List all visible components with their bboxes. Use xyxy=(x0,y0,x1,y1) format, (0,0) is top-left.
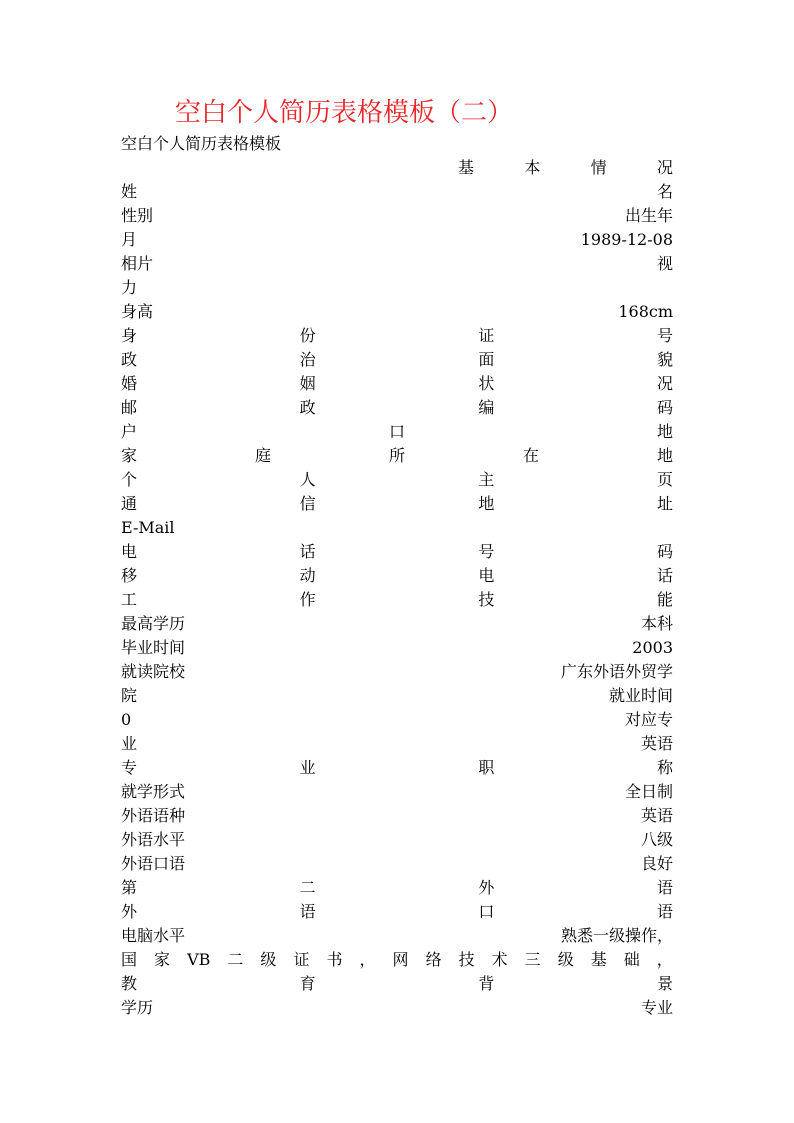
text-line xyxy=(121,516,673,540)
text-line xyxy=(121,684,673,708)
text-line xyxy=(121,756,673,780)
text-cell: 页 xyxy=(656,470,673,489)
text-cell: 职 xyxy=(478,758,495,777)
text-cell: 专 xyxy=(121,758,138,777)
text-cell: 人 xyxy=(299,470,316,489)
text-cell: 级 xyxy=(557,950,574,969)
text-cell: 外语口语 xyxy=(121,854,186,873)
text-line xyxy=(121,540,673,564)
text-line xyxy=(121,444,673,468)
text-cell: 通 xyxy=(121,494,138,513)
text-cell: 电 xyxy=(121,542,138,561)
text-cell: 家 xyxy=(154,950,171,969)
text-cell: 1989-12-08 xyxy=(580,230,673,249)
text-cell: 家 xyxy=(121,446,138,465)
text-cell: 育 xyxy=(299,974,316,993)
text-cell: 动 xyxy=(299,566,316,585)
text-line xyxy=(121,156,673,180)
text-cell: 术 xyxy=(491,950,508,969)
text-line xyxy=(121,636,673,660)
text-cell: 英语 xyxy=(640,806,673,825)
text-cell: 广东外语外贸学 xyxy=(560,662,673,681)
text-cell: 号 xyxy=(478,542,495,561)
page-title: 空白个人简历表格模板（二） xyxy=(175,98,514,128)
text-cell: 英语 xyxy=(640,734,673,753)
text-cell: 二 xyxy=(299,878,316,897)
text-cell: 0 xyxy=(121,710,132,729)
text-cell: 址 xyxy=(656,494,673,513)
text-cell: 信 xyxy=(299,494,316,513)
text-line xyxy=(121,972,673,996)
text-cell: 语 xyxy=(656,878,673,897)
text-cell: 在 xyxy=(522,446,539,465)
text-line xyxy=(121,780,673,804)
text-cell: 语 xyxy=(656,902,673,921)
text-cell: 庭 xyxy=(254,446,271,465)
text-line xyxy=(121,492,673,516)
text-cell: 就学形式 xyxy=(121,782,186,801)
document-subtitle: 空白个人简历表格模板 xyxy=(121,134,282,153)
text-cell: 良好 xyxy=(640,854,673,873)
text-cell: 外 xyxy=(121,902,138,921)
text-line xyxy=(121,396,673,420)
text-cell: 姻 xyxy=(299,374,316,393)
text-line xyxy=(121,732,673,756)
text-cell: 基 xyxy=(590,950,607,969)
text-cell: 工 xyxy=(121,590,138,609)
text-cell: 况 xyxy=(656,158,673,177)
text-cell: 面 xyxy=(478,350,495,369)
text-cell: 国 xyxy=(121,950,138,969)
text-cell: 身 xyxy=(121,326,138,345)
text-cell: 电脑水平 xyxy=(121,926,186,945)
text-cell: 姓 xyxy=(121,182,138,201)
text-cell: 二 xyxy=(227,950,244,969)
text-cell: 相片 xyxy=(121,254,154,273)
text-cell: 技 xyxy=(478,590,495,609)
text-cell: 级 xyxy=(260,950,277,969)
text-cell: 语 xyxy=(299,902,316,921)
text-line xyxy=(121,828,673,852)
text-cell: 貌 xyxy=(656,350,673,369)
text-cell: 编 xyxy=(478,398,495,417)
text-cell: 础 xyxy=(623,950,640,969)
text-line xyxy=(121,804,673,828)
text-cell: 毕业时间 xyxy=(121,638,186,657)
text-cell: 身高 xyxy=(121,302,154,321)
text-line xyxy=(121,180,673,204)
text-cell: 八级 xyxy=(640,830,673,849)
text-line xyxy=(121,372,673,396)
text-cell: 话 xyxy=(656,566,673,585)
resume-body xyxy=(121,156,673,1020)
text-cell: 状 xyxy=(478,374,495,393)
text-line xyxy=(121,348,673,372)
text-cell: 码 xyxy=(656,398,673,417)
text-line xyxy=(121,204,673,228)
text-cell: 业 xyxy=(299,758,316,777)
text-cell: 外语水平 xyxy=(121,830,186,849)
text-cell: 号 xyxy=(656,326,673,345)
text-cell: 熟悉一级操作， xyxy=(560,926,673,945)
text-line xyxy=(121,660,673,684)
text-line xyxy=(121,900,673,924)
text-line xyxy=(121,708,673,732)
text-cell: 政 xyxy=(121,350,138,369)
text-cell: 业 xyxy=(121,734,138,753)
text-cell: VB xyxy=(187,950,211,969)
text-cell: 地 xyxy=(656,446,673,465)
text-line xyxy=(121,876,673,900)
text-cell: 背 xyxy=(478,974,495,993)
text-cell: 对应专 xyxy=(624,710,673,729)
text-cell: 本 xyxy=(524,158,541,177)
text-cell: 最高学历 xyxy=(121,614,186,633)
text-cell: 外 xyxy=(478,878,495,897)
text-cell: 地 xyxy=(656,422,673,441)
text-line xyxy=(121,924,673,948)
text-line xyxy=(121,300,673,324)
text-cell: 就读院校 xyxy=(121,662,186,681)
text-cell: 外语语种 xyxy=(121,806,186,825)
text-cell: 月 xyxy=(121,230,138,249)
text-cell: 政 xyxy=(299,398,316,417)
text-cell: ， xyxy=(656,950,673,969)
text-cell: 网 xyxy=(392,950,409,969)
text-line xyxy=(121,588,673,612)
text-cell: 话 xyxy=(299,542,316,561)
text-cell: 户 xyxy=(121,422,138,441)
text-cell: 码 xyxy=(656,542,673,561)
text-cell: 口 xyxy=(388,422,405,441)
text-line xyxy=(121,324,673,348)
text-cell: 口 xyxy=(478,902,495,921)
text-cell: 证 xyxy=(478,326,495,345)
text-line xyxy=(121,276,673,300)
text-cell: 络 xyxy=(425,950,442,969)
text-cell: 力 xyxy=(121,278,138,297)
text-line xyxy=(121,252,673,276)
text-line xyxy=(121,996,673,1020)
text-cell: 三 xyxy=(524,950,541,969)
text-cell: 个 xyxy=(121,470,138,489)
text-cell: 主 xyxy=(478,470,495,489)
text-cell: 专业 xyxy=(640,998,673,1017)
text-line xyxy=(121,468,673,492)
text-cell: 称 xyxy=(656,758,673,777)
text-cell: 本科 xyxy=(640,614,673,633)
text-line xyxy=(121,420,673,444)
text-cell: 全日制 xyxy=(624,782,673,801)
text-cell: 院 xyxy=(121,686,138,705)
text-cell: 情 xyxy=(590,158,607,177)
text-cell: ， xyxy=(359,950,376,969)
text-cell: 名 xyxy=(656,182,673,201)
text-cell: 能 xyxy=(656,590,673,609)
text-cell: 出生年 xyxy=(624,206,673,225)
text-line xyxy=(121,228,673,252)
text-cell: 婚 xyxy=(121,374,138,393)
text-line xyxy=(121,612,673,636)
text-cell: 视 xyxy=(656,254,673,273)
text-cell: 证 xyxy=(293,950,310,969)
text-cell: 电 xyxy=(478,566,495,585)
text-cell: 技 xyxy=(458,950,475,969)
text-cell: 168cm xyxy=(618,302,673,321)
text-cell: 地 xyxy=(478,494,495,513)
text-cell: 况 xyxy=(656,374,673,393)
text-cell: 景 xyxy=(656,974,673,993)
text-cell: 书 xyxy=(326,950,343,969)
text-cell: 2003 xyxy=(632,638,673,657)
text-line xyxy=(121,948,673,972)
text-cell: 就业时间 xyxy=(608,686,673,705)
text-cell: 邮 xyxy=(121,398,138,417)
text-cell: 性别 xyxy=(121,206,154,225)
text-cell: 治 xyxy=(299,350,316,369)
text-cell: 基 xyxy=(458,158,475,177)
text-cell: 第 xyxy=(121,878,138,897)
text-cell: 移 xyxy=(121,566,138,585)
text-line xyxy=(121,564,673,588)
text-cell: E-Mail xyxy=(121,518,175,537)
text-cell: 所 xyxy=(388,446,405,465)
text-cell: 份 xyxy=(299,326,316,345)
text-cell: 学历 xyxy=(121,998,154,1017)
text-line xyxy=(121,852,673,876)
text-cell: 教 xyxy=(121,974,138,993)
text-cell: 作 xyxy=(299,590,316,609)
